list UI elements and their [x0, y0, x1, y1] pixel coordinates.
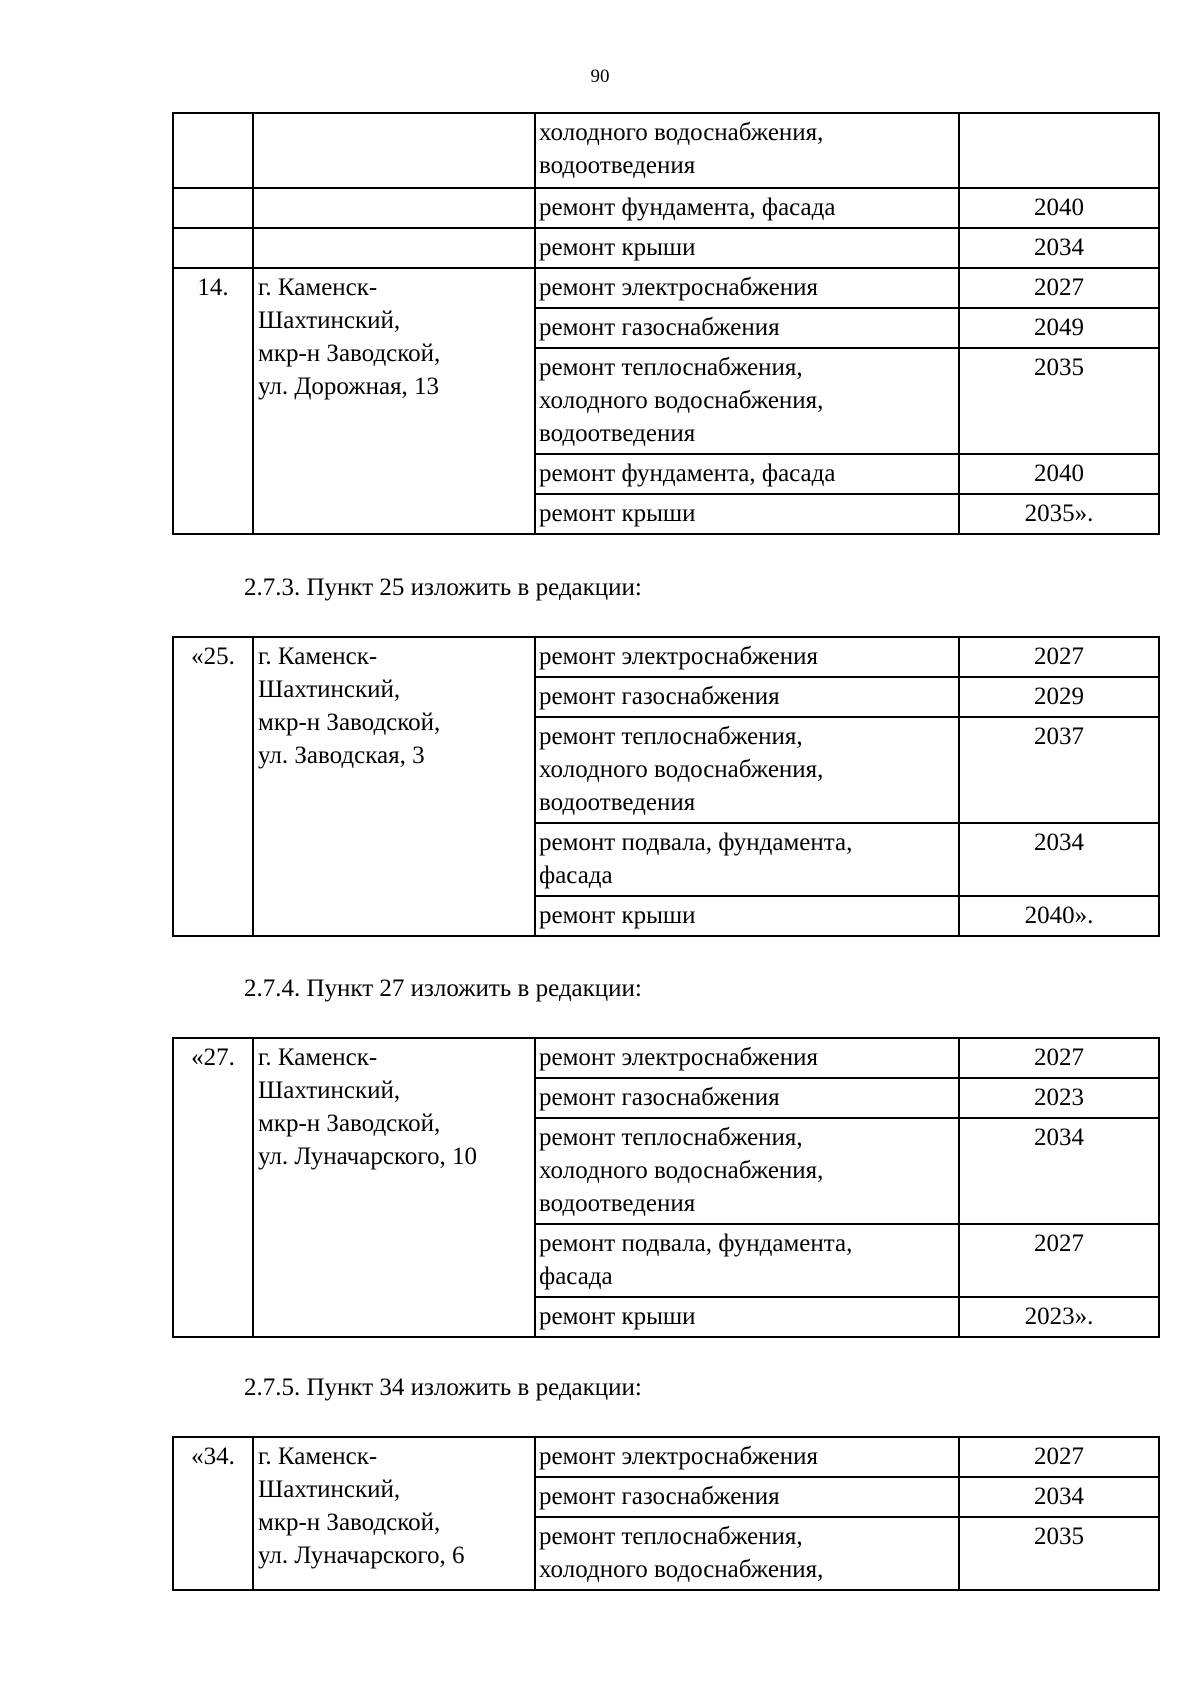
table-row — [173, 228, 1159, 268]
work-cell: ремонт теплоснабжения, холодного водоснабжения, водоотведения — [535, 348, 959, 454]
year-cell: 2034 — [959, 1118, 1159, 1224]
table-row — [173, 1038, 1159, 1078]
num-cell: «34. — [173, 1437, 253, 1590]
table-row — [173, 188, 1159, 228]
year-cell: 2034 — [959, 823, 1159, 896]
table-row — [173, 1437, 1159, 1477]
num-cell — [173, 113, 253, 188]
year-cell: 2027 — [959, 637, 1159, 677]
year-cell: 2034 — [959, 228, 1159, 268]
table-item-27 — [172, 1037, 1160, 1338]
year-cell — [959, 113, 1159, 188]
work-cell: ремонт газоснабжения — [535, 1477, 959, 1517]
address-cell — [253, 188, 535, 228]
num-cell: «27. — [173, 1038, 253, 1337]
num-cell — [173, 188, 253, 228]
paragraph-2-7-4: 2.7.4. Пункт 27 изложить в редакции: — [244, 975, 642, 1002]
work-cell: ремонт теплоснабжения, холодного водоснабжения, водоотведения — [535, 717, 959, 823]
work-cell: ремонт фундамента, фасада — [535, 454, 959, 494]
work-cell: ремонт крыши — [535, 228, 959, 268]
page-number: 90 — [590, 66, 610, 87]
work-cell: ремонт крыши — [535, 896, 959, 936]
paragraph-2-7-3: 2.7.3. Пункт 25 изложить в редакции: — [244, 574, 642, 601]
work-cell: ремонт подвала, фундамента, фасада — [535, 823, 959, 896]
work-cell: ремонт крыши — [535, 1297, 959, 1337]
year-cell: 2037 — [959, 717, 1159, 823]
work-cell: ремонт электроснабжения — [535, 1038, 959, 1078]
table-item-25 — [172, 636, 1160, 937]
year-cell: 2027 — [959, 268, 1159, 308]
num-cell: 14. — [173, 268, 253, 534]
table-row — [173, 637, 1159, 677]
year-cell: 2035 — [959, 1517, 1159, 1590]
work-cell: ремонт газоснабжения — [535, 308, 959, 348]
address-cell: г. Каменск- Шахтинский, мкр-н Заводской, ул. Заводская, 3 — [253, 637, 535, 936]
year-cell: 2023 — [959, 1078, 1159, 1118]
work-cell: ремонт электроснабжения — [535, 1437, 959, 1477]
paragraph-2-7-5: 2.7.5. Пункт 34 изложить в редакции: — [244, 1374, 642, 1401]
table-row — [173, 113, 1159, 188]
year-cell: 2027 — [959, 1224, 1159, 1297]
num-cell: «25. — [173, 637, 253, 936]
work-cell: ремонт крыши — [535, 494, 959, 534]
work-cell: ремонт электроснабжения — [535, 268, 959, 308]
year-cell: 2040 — [959, 188, 1159, 228]
year-cell: 2035 — [959, 348, 1159, 454]
address-cell: г. Каменск- Шахтинский, мкр-н Заводской, ул. Дорожная, 13 — [253, 268, 535, 534]
work-cell: ремонт газоснабжения — [535, 1078, 959, 1118]
work-cell: ремонт фундамента, фасада — [535, 188, 959, 228]
table-item-14 — [172, 112, 1160, 535]
year-cell: 2049 — [959, 308, 1159, 348]
address-cell: г. Каменск- Шахтинский, мкр-н Заводской, ул. Луначарского, 6 — [253, 1437, 535, 1590]
work-cell: холодного водоснабжения, водоотведения — [535, 113, 959, 188]
table-row — [173, 268, 1159, 308]
year-cell: 2040 — [959, 454, 1159, 494]
year-cell: 2027 — [959, 1038, 1159, 1078]
address-cell — [253, 228, 535, 268]
year-cell: 2040». — [959, 896, 1159, 936]
year-cell: 2029 — [959, 677, 1159, 717]
address-cell — [253, 113, 535, 188]
year-cell: 2023». — [959, 1297, 1159, 1337]
work-cell: ремонт подвала, фундамента, фасада — [535, 1224, 959, 1297]
work-cell: ремонт газоснабжения — [535, 677, 959, 717]
year-cell: 2034 — [959, 1477, 1159, 1517]
work-cell: ремонт электроснабжения — [535, 637, 959, 677]
num-cell — [173, 228, 253, 268]
address-cell: г. Каменск- Шахтинский, мкр-н Заводской, ул. Луначарского, 10 — [253, 1038, 535, 1337]
table-item-34 — [172, 1436, 1160, 1591]
work-cell: ремонт теплоснабжения, холодного водоснабжения, водоотведения — [535, 1118, 959, 1224]
year-cell: 2035». — [959, 494, 1159, 534]
work-cell: ремонт теплоснабжения, холодного водоснабжения, — [535, 1517, 959, 1590]
year-cell: 2027 — [959, 1437, 1159, 1477]
